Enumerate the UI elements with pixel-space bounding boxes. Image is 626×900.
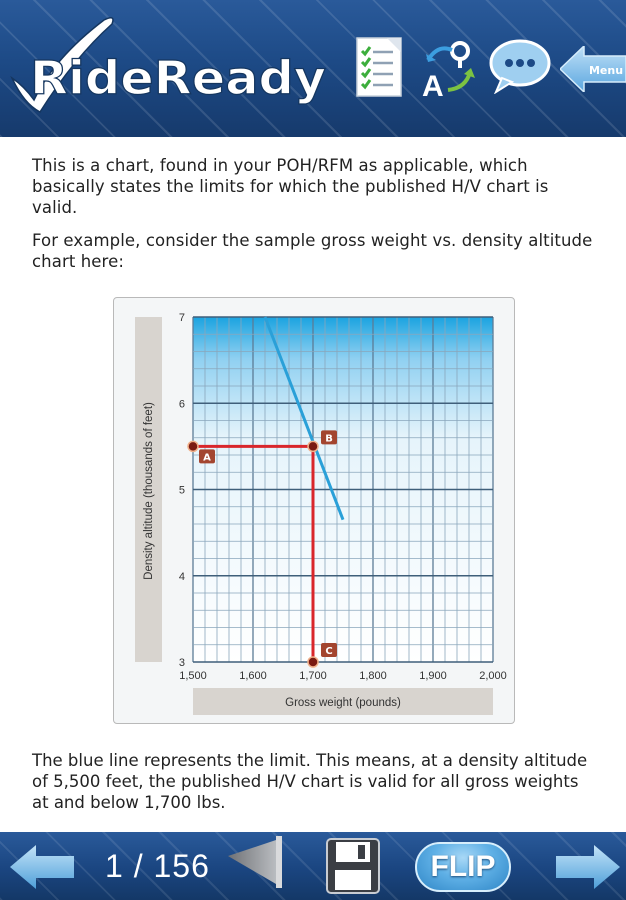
point-label-a: A <box>203 452 211 464</box>
bottom-toolbar <box>0 832 626 900</box>
y-tick-label: 7 <box>178 312 185 324</box>
flip-button[interactable]: FLIP <box>415 842 511 892</box>
glossary-icon[interactable] <box>418 38 480 98</box>
conclusion-paragraph: The blue line represents the limit. This means, at a density altitude of 5,500 feet, the published H/V chart is valid for all gross weights at and below 1,700 lbs. <box>32 751 588 812</box>
checklist-icon[interactable] <box>355 36 403 98</box>
point-marker-b <box>308 441 318 451</box>
save-icon[interactable] <box>326 838 380 894</box>
point-marker-c <box>308 657 318 667</box>
chart-frame <box>113 297 515 724</box>
x-tick-label: 1,900 <box>419 670 447 682</box>
page-indicator: 1 / 156 <box>105 848 210 884</box>
x-tick-label: 1,500 <box>179 670 207 682</box>
next-page-icon[interactable] <box>556 845 620 889</box>
footer-pattern <box>0 832 626 900</box>
x-tick-label: 1,600 <box>239 670 267 682</box>
x-tick-label: 1,800 <box>359 670 387 682</box>
menu-back-icon[interactable] <box>560 46 626 92</box>
density-altitude-chart <box>114 298 514 723</box>
x-tick-label: 2,000 <box>479 670 507 682</box>
y-tick-label: 3 <box>178 657 185 669</box>
grid <box>193 317 493 662</box>
intro-paragraph: This is a chart, found in your POH/RFM as applicable, which basically states the limits for which the published H/V chart is valid. <box>32 156 549 217</box>
example-paragraph: For example, consider the sample gross weight vs. density altitude chart here: <box>32 231 593 271</box>
point-label-b: B <box>325 433 333 445</box>
point-label-c: C <box>325 646 333 657</box>
logo-ride-text: RideReady <box>30 51 327 105</box>
prev-page-icon[interactable] <box>10 845 74 889</box>
y-tick-label: 6 <box>178 398 185 411</box>
y-axis-title: Density altitude (thousands of feet) <box>143 402 155 580</box>
svg-text:A: A <box>422 70 444 98</box>
x-tick-label: 1,700 <box>299 670 327 682</box>
y-tick-label: 4 <box>178 570 185 583</box>
chat-icon[interactable] <box>488 38 552 94</box>
page-slider-handle-icon[interactable] <box>228 836 284 888</box>
point-marker-a <box>188 441 198 451</box>
rideready-logo[interactable] <box>4 8 334 128</box>
app-header <box>0 0 626 137</box>
menu-label: Menu <box>588 64 624 77</box>
page-content <box>32 155 597 284</box>
x-axis-title: Gross weight (pounds) <box>285 697 401 709</box>
y-tick-label: 5 <box>178 484 185 497</box>
